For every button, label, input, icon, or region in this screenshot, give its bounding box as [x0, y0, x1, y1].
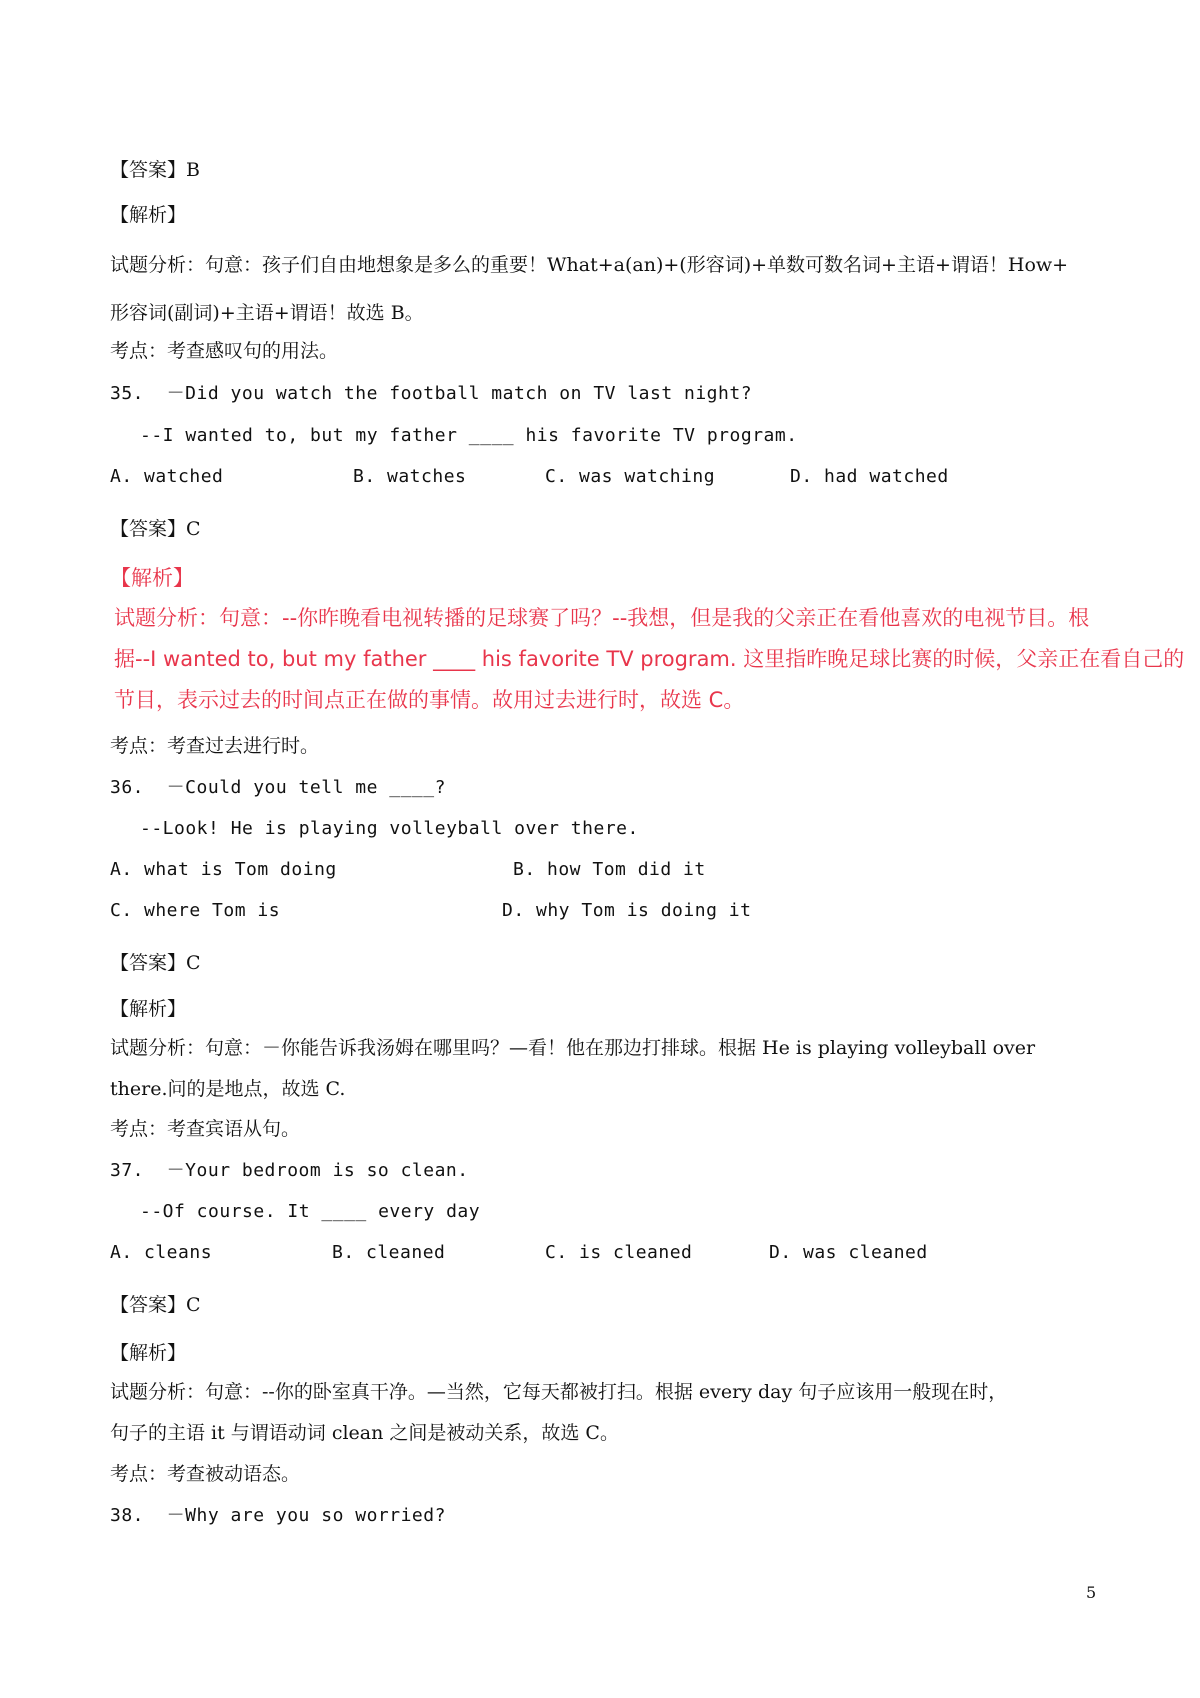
q37-option-a: A. cleans — [110, 1242, 213, 1263]
q37-stem: 37. －Your bedroom is so clean. — [110, 1160, 469, 1181]
q36-analysis-line1: 试题分析：句意：－你能告诉我汤姆在哪里吗？—看！他在那边打排球。根据 He is playing volleyball over — [110, 1037, 1036, 1059]
q36-analysis-title: 【解析】 — [110, 998, 187, 1020]
q35-option-b: B. watches — [353, 466, 467, 487]
q34-answer: 【答案】B — [110, 159, 200, 181]
q35-analysis-title: 【解析】 — [110, 566, 194, 590]
q37-analysis-line2: 句子的主语 it 与谓语动词 clean 之间是被动关系，故选 C。 — [110, 1422, 619, 1444]
q35-option-a: A. watched — [110, 466, 224, 487]
q36-option-d: D. why Tom is doing it — [502, 900, 752, 921]
q34-analysis-title: 【解析】 — [110, 204, 187, 226]
q37-reply: --Of course. It ____ every day — [140, 1201, 481, 1222]
q37-option-c: C. is cleaned — [545, 1242, 693, 1263]
q36-reply: --Look! He is playing volleyball over there. — [140, 818, 639, 839]
q35-reply: --I wanted to, but my father ____ his favorite TV program. — [140, 425, 798, 446]
q37-analysis-line1: 试题分析：句意：--你的卧室真干净。—当然，它每天都被打扫。根据 every day 句子应该用一般现在时， — [110, 1381, 1008, 1403]
q36-option-b: B. how Tom did it — [513, 859, 706, 880]
q37-option-d: D. was cleaned — [769, 1242, 928, 1263]
q36-option-c: C. where Tom is — [110, 900, 281, 921]
page-number: 5 — [1086, 1583, 1097, 1602]
q35-analysis-line1: 试题分析：句意：--你昨晚看电视转播的足球赛了吗？--我想，但是我的父亲正在看他喜欢的电视节目。根 — [114, 606, 1090, 630]
q35-answer: 【答案】C — [110, 518, 201, 540]
q38-stem: 38. －Why are you so worried? — [110, 1505, 446, 1526]
q35-option-c: C. was watching — [545, 466, 716, 487]
q37-point: 考点：考查被动语态。 — [110, 1463, 301, 1485]
q34-analysis-line2: 形容词(副词)+主语+谓语！故选 B。 — [110, 302, 424, 324]
q37-analysis-title: 【解析】 — [110, 1342, 187, 1364]
q34-analysis-line1: 试题分析：句意：孩子们自由地想象是多么的重要！What+a(an)+(形容词)+单数可数名词+主语+谓语！How+ — [110, 254, 1069, 276]
q36-stem: 36. －Could you tell me ____? — [110, 777, 446, 798]
q37-option-b: B. cleaned — [332, 1242, 446, 1263]
q36-point: 考点：考查宾语从句。 — [110, 1118, 301, 1140]
q35-option-d: D. had watched — [790, 466, 949, 487]
q35-stem: 35. －Did you watch the football match on TV last night? — [110, 383, 753, 404]
q36-option-a: A. what is Tom doing — [110, 859, 337, 880]
q34-point: 考点：考查感叹句的用法。 — [110, 340, 339, 362]
q36-analysis-line2: there.问的是地点，故选 C. — [110, 1078, 346, 1100]
q35-analysis-line3: 节目，表示过去的时间点正在做的事情。故用过去进行时，故选 C。 — [114, 688, 745, 712]
q35-point: 考点：考查过去进行时。 — [110, 735, 320, 757]
q37-answer: 【答案】C — [110, 1294, 201, 1316]
q35-analysis-line2: 据--I wanted to, but my father ____ his favorite TV program. 这里指昨晚足球比赛的时候，父亲正在看自己的 — [114, 647, 1185, 671]
q36-answer: 【答案】C — [110, 952, 201, 974]
